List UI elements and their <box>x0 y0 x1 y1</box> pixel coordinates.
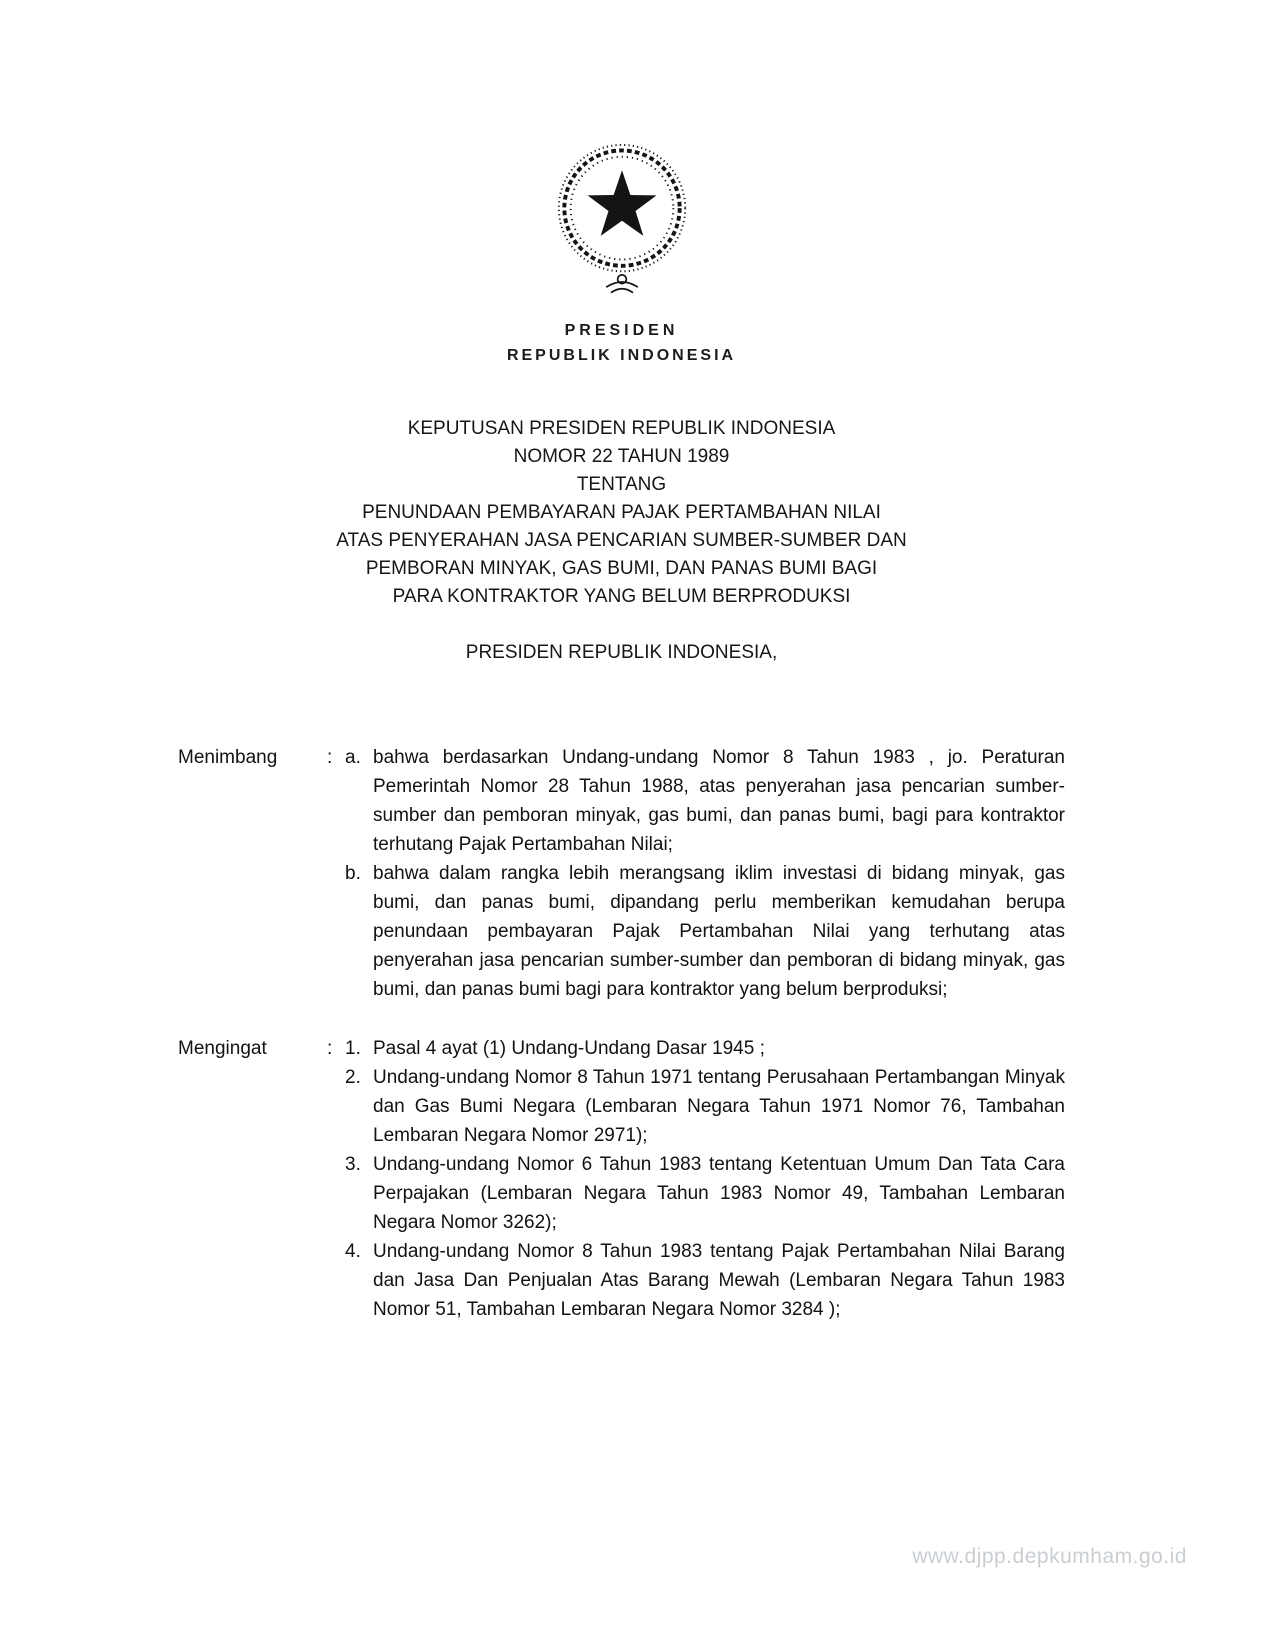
section-items <box>345 1034 1065 1324</box>
section-menimbang <box>178 743 1065 1004</box>
title-line: PEMBORAN MINYAK, GAS BUMI, DAN PANAS BUMI BAGI <box>365 558 878 579</box>
title-line: PENUNDAAN PEMBAYARAN PAJAK PERTAMBAHAN NILAI <box>362 502 881 523</box>
decree-title <box>178 415 1065 611</box>
item-marker: 1. <box>345 1038 361 1059</box>
item-text: Pasal 4 ayat (1) Undang-Undang Dasar 1945 ; <box>373 1038 765 1059</box>
title-line: TENTANG <box>576 474 667 495</box>
title-line: ATAS PENYERAHAN JASA PENCARIAN SUMBER-SUMBER DAN <box>336 530 907 551</box>
item-marker: 2. <box>345 1067 361 1088</box>
item-text: bahwa berdasarkan Undang-undang Nomor 8 Tahun 1983 , jo. Peraturan Pemerintah Nomor 28 Tahun 1988, atas penyerahan jasa pencarian sumber-sumber dan pemboran minyak, gas bumi, dan panas bumi, bagi para kontraktor terhutang Pajak Pertambahan Nilai; <box>373 747 1065 855</box>
letterhead <box>178 319 1065 369</box>
list-item <box>345 859 1065 1004</box>
title-line: NOMOR 22 TAHUN 1989 <box>513 446 730 467</box>
section-mengingat <box>178 1034 1065 1324</box>
list-item <box>345 743 1065 859</box>
decree-body <box>178 743 1065 1324</box>
star-icon <box>587 170 656 236</box>
salutation: PRESIDEN REPUBLIK INDONESIA, <box>465 642 778 663</box>
watermark: www.djpp.depkumham.go.id <box>912 1545 1187 1568</box>
list-item <box>345 1063 1065 1150</box>
item-marker: 3. <box>345 1154 361 1175</box>
title-line: KEPUTUSAN PRESIDEN REPUBLIK INDONESIA <box>407 418 836 439</box>
section-colon: : <box>327 747 333 768</box>
title-line: PARA KONTRAKTOR YANG BELUM BERPRODUKSI <box>392 586 851 607</box>
section-colon: : <box>327 1038 333 1059</box>
item-text: Undang-undang Nomor 8 Tahun 1983 tentang Pajak Pertambahan Nilai Barang dan Jasa Dan Penjualan Atas Barang Mewah (Lembaran Negara Tahun 1983 Nomor 51, Tambahan Lembaran Negara Nomor 3284 ); <box>373 1241 1065 1320</box>
section-items <box>345 743 1065 1004</box>
presidential-seal-icon <box>178 132 1065 309</box>
header-republik-indonesia: REPUBLIK INDONESIA <box>506 347 737 364</box>
item-marker: b. <box>345 863 361 884</box>
item-marker: a. <box>345 747 361 768</box>
list-item <box>345 1150 1065 1237</box>
list-item <box>345 1034 1065 1063</box>
section-label: Mengingat <box>178 1038 267 1059</box>
item-text: Undang-undang Nomor 8 Tahun 1971 tentang Perusahaan Pertambangan Minyak dan Gas Bumi Negara (Lembaran Negara Tahun 1971 Nomor 76, Tambahan Lembaran Negara Nomor 2971); <box>373 1067 1065 1146</box>
section-label: Menimbang <box>178 747 278 768</box>
item-marker: 4. <box>345 1241 361 1262</box>
list-item <box>345 1237 1065 1324</box>
header-presiden: PRESIDEN <box>564 322 679 339</box>
item-text: Undang-undang Nomor 6 Tahun 1983 tentang Ketentuan Umum Dan Tata Cara Perpajakan (Lembaran Negara Tahun 1983 Nomor 49, Tambahan Lembaran Negara Nomor 3262); <box>373 1154 1065 1233</box>
item-text: bahwa dalam rangka lebih merangsang iklim investasi di bidang minyak, gas bumi, dan panas bumi, dipandang perlu memberikan kemudahan berupa penundaan pembayaran Pajak Pertambahan Nilai yang terhutang atas penyerahan jasa pencarian sumber-sumber dan pemboran di bidang minyak, gas bumi, dan panas bumi bagi para kontraktor yang belum berproduksi; <box>373 863 1065 1000</box>
